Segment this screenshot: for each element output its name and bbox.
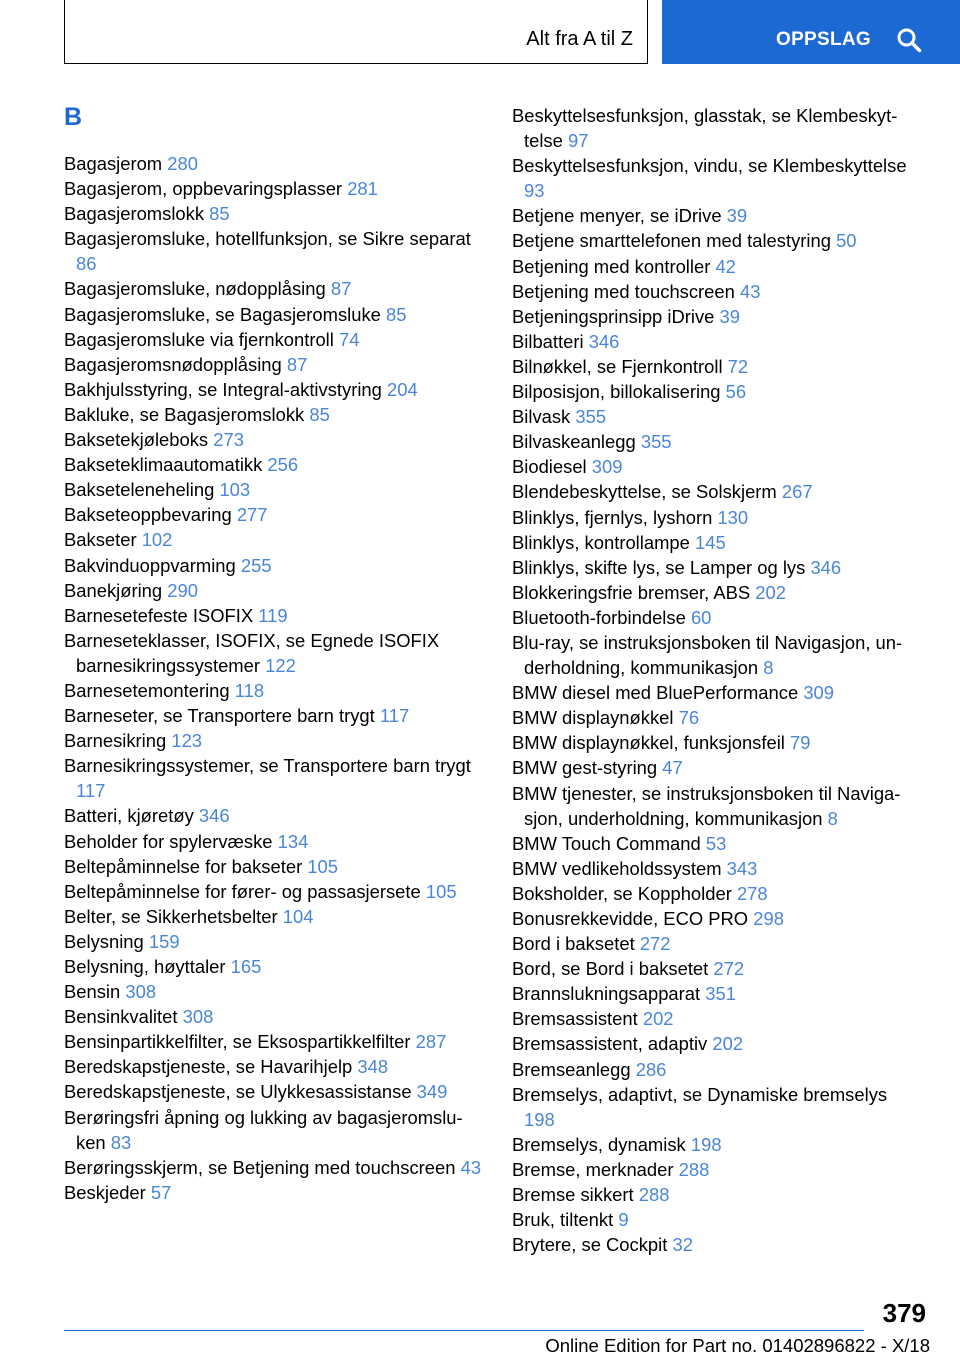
index-entry-term: Blu-ray, se instruksjonsboken til Navigasjon, underholdning, kommunikasjon — [512, 631, 903, 679]
index-entry-term: Boksholder, se Koppholder — [512, 882, 732, 904]
index-entry-term: Bensin — [64, 981, 121, 1003]
index-entry — [64, 703, 484, 728]
index-entry-term: Barnesikringssystemer, se Transportere barn trygt — [64, 755, 471, 777]
index-entry-term: Brannslukningsapparat — [512, 983, 701, 1005]
index-entry-term: BMW displaynøkkel — [512, 707, 674, 729]
index-entry-term: Batteri, kjøretøy — [64, 805, 194, 827]
index-entry — [512, 153, 922, 203]
index-entry-page-link[interactable]: 8 — [763, 657, 774, 679]
index-entry-page-link[interactable]: 8 — [827, 807, 838, 829]
index-entry — [64, 527, 484, 552]
index-entry — [64, 427, 484, 452]
index-entry — [512, 530, 922, 555]
lookup-tab[interactable] — [662, 0, 960, 64]
index-entry-term: Bagasjerom, oppbevaringsplasser — [64, 178, 343, 200]
index-entry-term: Barneseteklasser, ISOFIX, se Egnede ISOFIX barnesikringssystemer — [64, 629, 440, 676]
index-entry — [512, 680, 922, 705]
index-entry-page-link[interactable]: 288 — [638, 1184, 670, 1206]
index-entry-page-link[interactable]: 103 — [219, 479, 251, 501]
index-entry-page-link[interactable]: 117 — [76, 780, 106, 802]
index-entry-page-link[interactable]: 308 — [125, 981, 157, 1003]
index-list-left — [64, 151, 484, 1205]
index-entry — [512, 254, 922, 279]
index-entry-term: Belter, se Sikkerhetsbelter — [64, 905, 278, 927]
index-entry-term: Bilposisjon, billokalisering — [512, 381, 721, 403]
index-entry-term: Bremse, merknader — [512, 1158, 674, 1180]
index-entry-page-link[interactable]: 74 — [338, 328, 360, 350]
edition-text: Online Edition for Part no. 01402896822 - X/18 — [545, 1335, 930, 1356]
index-entry — [512, 505, 922, 530]
index-entry-page-link[interactable]: 355 — [575, 406, 607, 428]
index-entry-page-link[interactable]: 79 — [790, 732, 811, 754]
index-entry-page-link[interactable]: 102 — [141, 529, 173, 551]
index-entry-term: BMW displaynøkkel, funksjonsfeil — [512, 732, 785, 754]
index-entry-term: BMW vedlikeholdssystem — [512, 857, 722, 879]
index-entry-page-link[interactable]: 267 — [781, 481, 813, 503]
index-entry — [512, 429, 922, 454]
index-entry-page-link[interactable]: 47 — [662, 757, 683, 779]
index-entry-page-link[interactable]: 57 — [150, 1181, 172, 1203]
index-entry-page-link[interactable]: 286 — [635, 1058, 667, 1080]
index-entry-page-link[interactable]: 281 — [347, 178, 378, 200]
index-entry — [64, 578, 484, 603]
index-entry — [64, 929, 484, 954]
index-entry — [64, 327, 484, 352]
index-entry — [64, 377, 484, 402]
index-entry — [512, 1057, 922, 1082]
search-icon[interactable] — [896, 27, 922, 53]
index-entry — [64, 879, 484, 904]
index-entry-term: Bakseter — [64, 529, 137, 551]
index-entry-term: Bagasjeromslokk — [64, 203, 205, 225]
index-entry — [512, 1157, 922, 1182]
index-entry — [512, 279, 922, 304]
index-entry-term: Beskjeder — [64, 1181, 146, 1203]
index-entry-page-link[interactable]: 308 — [182, 1006, 214, 1028]
index-entry-page-link[interactable]: 349 — [416, 1081, 448, 1103]
index-entry-term: Beltepåminnelse for bakseter — [64, 855, 303, 877]
index-entry-page-link[interactable]: 272 — [639, 933, 671, 955]
index-entry-term: Belysning — [64, 930, 144, 952]
index-entry-term: Brytere, se Cockpit — [512, 1234, 668, 1256]
index-entry — [512, 354, 922, 379]
index-entry-page-link[interactable]: 255 — [240, 554, 272, 576]
index-entry-term: Bagasjeromsluke, nødopplåsing — [64, 278, 326, 300]
index-entry-term: Beredskapstjeneste, se Havarihjelp — [64, 1056, 353, 1078]
index-entry — [512, 755, 922, 780]
index-entry-page-link[interactable]: 309 — [803, 682, 834, 704]
index-entry-page-link[interactable]: 202 — [755, 581, 786, 603]
index-entry — [64, 1155, 484, 1180]
index-entry-term: Barnesikring — [64, 730, 167, 752]
index-entry-term: Betjening med kontroller — [512, 255, 711, 277]
index-entry — [512, 831, 922, 856]
index-entry — [512, 630, 922, 680]
index-entry-page-link[interactable]: 287 — [415, 1031, 447, 1053]
index-entry — [64, 603, 484, 628]
index-entry-term: Bakluke, se Bagasjeromslokk — [64, 403, 305, 425]
index-entry — [512, 856, 922, 881]
index-entry — [512, 781, 922, 831]
index-entry-term: Bagasjeromsluke via fjernkontroll — [64, 328, 334, 350]
index-entry-page-link[interactable]: 76 — [678, 707, 700, 729]
index-entry-term: Bakseteoppbevaring — [64, 504, 232, 526]
index-entry — [64, 477, 484, 502]
index-entry-term: Beltepåminnelse for fører- og passasjersete — [64, 880, 421, 902]
index-entry-term: Bensinpartikkelfilter, se Eksospartikkelfilter — [64, 1031, 411, 1053]
index-entry — [64, 979, 484, 1004]
index-entry-page-link[interactable]: 346 — [198, 805, 230, 827]
index-entry — [64, 854, 484, 879]
index-entry-term: Barnesetemontering — [64, 679, 230, 701]
index-entry — [512, 479, 922, 504]
index-entry-term: Bremseanlegg — [512, 1058, 631, 1080]
index-entry-term: Bord i baksetet — [512, 933, 635, 955]
index-entry-page-link[interactable]: 118 — [234, 679, 265, 701]
index-entry-page-link[interactable]: 280 — [167, 153, 198, 174]
index-entry — [512, 730, 922, 755]
index-entry-page-link[interactable]: 278 — [736, 882, 768, 904]
index-entry-term: Bakseteleneheling — [64, 479, 215, 501]
index-entry-term: Bruk, tiltenkt — [512, 1209, 614, 1231]
index-entry — [64, 553, 484, 578]
index-entry-page-link[interactable]: 145 — [694, 531, 726, 553]
index-entry — [64, 678, 484, 703]
index-entry-page-link[interactable]: 309 — [591, 456, 623, 478]
index-entry-page-link[interactable]: 198 — [524, 1108, 555, 1130]
index-entry-term: Belysning, høyttaler — [64, 956, 226, 977]
index-entry-term: Bagasjeromsluke, se Bagasjeromsluke — [64, 303, 381, 325]
index-entry-page-link[interactable]: 105 — [307, 855, 339, 877]
index-entry — [512, 580, 922, 605]
index-entry-page-link[interactable]: 85 — [309, 403, 330, 425]
section-title: Alt fra A til Z — [526, 28, 633, 50]
index-entry-term: Bakhjulsstyring, se Integral-aktivstyring — [64, 378, 382, 400]
index-entry-page-link[interactable]: 72 — [727, 355, 749, 377]
index-entry — [512, 605, 922, 630]
index-entry — [512, 454, 922, 479]
index-entry-term: Bonusrekkevidde, ECO PRO — [512, 908, 749, 929]
index-entry-page-link[interactable]: 298 — [753, 908, 784, 929]
index-entry — [64, 628, 484, 678]
index-entry — [64, 1105, 484, 1155]
index-entry-page-link[interactable]: 85 — [386, 303, 407, 325]
index-entry — [64, 803, 484, 828]
index-entry-term: Biodiesel — [512, 456, 587, 478]
index-entry-page-link[interactable]: 39 — [719, 305, 740, 327]
index-entry — [64, 302, 484, 327]
index-entry — [64, 452, 484, 477]
index-entry-term: Bakseteklimaautomatikk — [64, 454, 263, 476]
index-entry-term: Bluetooth-forbindelse — [512, 606, 686, 628]
index-entry-term: Bord, se Bord i baksetet — [512, 958, 709, 980]
index-entry-term: Bilvask — [512, 406, 571, 428]
index-entry-page-link[interactable]: 39 — [726, 205, 748, 227]
index-entry-page-link[interactable]: 165 — [230, 956, 262, 977]
index-entry-term: Blinklys, kontrollampe — [512, 531, 690, 553]
index-entry-term: Beskyttelsesfunksjon, glasstak, se Klembeskyttelse — [512, 105, 898, 152]
index-entry-page-link[interactable]: 42 — [715, 255, 736, 277]
index-entry — [512, 203, 922, 228]
index-entry-term: Bagasjeromsluke, hotellfunksjon, se Sikre separat — [64, 228, 471, 250]
index-entry-page-link[interactable]: 346 — [810, 556, 842, 578]
index-entry-term: Barneseter, se Transportere barn trygt — [64, 705, 375, 727]
index-entry — [512, 956, 922, 981]
header-section-box — [64, 0, 648, 64]
index-entry — [512, 1132, 922, 1157]
index-entry-term: Blokkeringsfrie bremser, ABS — [512, 581, 751, 603]
index-entry-page-link[interactable]: 86 — [76, 253, 97, 275]
index-entry-term: Betjene smarttelefonen med talestyring — [512, 230, 831, 252]
index-entry-term: Baksetekjøleboks — [64, 429, 209, 451]
index-entry — [64, 352, 484, 377]
index-entry-term: Barnesetefeste ISOFIX — [64, 604, 254, 626]
index-entry — [64, 1180, 484, 1205]
index-entry — [512, 906, 922, 931]
index-entry — [64, 176, 484, 201]
index-entry — [64, 402, 484, 427]
index-entry — [512, 329, 922, 354]
index-entry — [64, 904, 484, 929]
index-entry-page-link[interactable]: 105 — [425, 880, 457, 902]
index-entry-page-link[interactable]: 130 — [717, 506, 749, 528]
index-entry — [64, 1029, 484, 1054]
index-entry-term: BMW Touch Command — [512, 832, 701, 854]
index-entry-page-link[interactable]: 97 — [567, 130, 589, 152]
index-entry-term: Betjene menyer, se iDrive — [512, 205, 722, 227]
index-entry-term: Berøringsskjerm, se Betjening med touchscreen — [64, 1156, 456, 1178]
index-entry-term: Banekjøring — [64, 579, 163, 601]
index-entry-page-link[interactable]: 351 — [705, 983, 736, 1005]
index-entry-page-link[interactable]: 53 — [705, 832, 727, 854]
index-entry-page-link[interactable]: 56 — [725, 381, 747, 403]
index-entry-term: Betjening med touchscreen — [512, 280, 735, 302]
index-entry — [512, 1182, 922, 1207]
index-entry-page-link[interactable]: 93 — [524, 180, 545, 202]
index-entry-page-link[interactable]: 277 — [236, 504, 268, 526]
index-column-left — [64, 101, 484, 1205]
index-entry — [512, 881, 922, 906]
index-entry-page-link[interactable]: 50 — [836, 230, 857, 252]
index-entry — [64, 753, 484, 803]
index-entry-page-link[interactable]: 290 — [167, 579, 198, 601]
index-entry-page-link[interactable]: 123 — [171, 730, 203, 752]
index-entry-term: Bagasjerom — [64, 153, 163, 174]
index-entry — [512, 1031, 922, 1056]
index-entry-page-link[interactable]: 117 — [379, 705, 410, 727]
index-entry-term: Blendebeskyttelse, se Solskjerm — [512, 481, 777, 503]
index-entry — [512, 379, 922, 404]
index-entry-page-link[interactable]: 87 — [330, 278, 352, 300]
index-entry-page-link[interactable]: 122 — [265, 654, 296, 676]
index-entry-page-link[interactable]: 202 — [712, 1033, 744, 1055]
index-entry-term: Bilvaskeanlegg — [512, 431, 636, 453]
index-entry-page-link[interactable]: 119 — [258, 604, 288, 626]
index-entry-term: Beholder for spylervæske — [64, 830, 273, 852]
index-entry-page-link[interactable]: 134 — [277, 830, 309, 852]
index-entry — [512, 1232, 922, 1257]
index-entry-page-link[interactable]: 60 — [690, 606, 712, 628]
index-entry-term: BMW gest-styring — [512, 757, 658, 779]
index-entry-page-link[interactable]: 355 — [640, 431, 672, 453]
index-entry-page-link[interactable]: 159 — [148, 930, 180, 952]
index-entry — [64, 954, 484, 979]
index-entry-term: Betjeningsprinsipp iDrive — [512, 305, 715, 327]
index-entry — [64, 1054, 484, 1079]
index-entry-page-link[interactable]: 32 — [672, 1234, 693, 1256]
index-entry-term: Bakvinduoppvarming — [64, 554, 236, 576]
index-entry — [512, 555, 922, 580]
index-entry — [512, 1006, 922, 1031]
index-entry-term: Berøringsfri åpning og lukking av bagasjeromsluken — [64, 1106, 463, 1153]
index-entry — [512, 931, 922, 956]
index-entry-term: Bensinkvalitet — [64, 1006, 178, 1028]
index-entry — [64, 502, 484, 527]
index-entry — [512, 1207, 922, 1232]
index-entry — [512, 103, 922, 153]
index-entry — [64, 829, 484, 854]
index-entry-term: Beskyttelsesfunksjon, vindu, se Klembeskyttelse — [512, 155, 907, 177]
section-letter: B — [64, 103, 83, 131]
index-entry — [512, 228, 922, 253]
index-entry-page-link[interactable]: 343 — [726, 857, 758, 879]
index-entry-term: Blinklys, fjernlys, lyshorn — [512, 506, 713, 528]
index-entry — [64, 1004, 484, 1029]
index-entry-term: Bremselys, dynamisk — [512, 1133, 686, 1155]
index-entry-page-link[interactable]: 256 — [267, 454, 299, 476]
index-entry-page-link[interactable]: 9 — [618, 1209, 629, 1231]
index-entry-page-link[interactable]: 348 — [357, 1056, 389, 1078]
index-entry — [512, 404, 922, 429]
index-entry — [64, 1079, 484, 1104]
index-entry-page-link[interactable]: 83 — [110, 1131, 132, 1153]
index-entry-page-link[interactable]: 273 — [213, 429, 244, 451]
index-entry — [512, 1082, 922, 1132]
index-entry-page-link[interactable]: 104 — [282, 905, 314, 927]
index-entry-page-link[interactable]: 198 — [690, 1133, 722, 1155]
index-entry — [512, 304, 922, 329]
index-entry — [512, 981, 922, 1006]
index-entry-page-link[interactable]: 204 — [387, 378, 418, 400]
index-entry-term: BMW tjenester, se instruksjonsboken til Navigasjon, underholdning, kommunikasjon — [512, 782, 901, 829]
index-entry-term: Bremse sikkert — [512, 1184, 634, 1206]
index-entry — [64, 151, 484, 176]
index-entry-term: BMW diesel med BluePerformance — [512, 682, 799, 704]
index-list-right — [512, 103, 922, 1257]
index-entry-term: Beredskapstjeneste, se Ulykkesassistanse — [64, 1081, 412, 1103]
footer-edition — [545, 1335, 930, 1357]
page-number: 379 — [882, 1298, 926, 1328]
lookup-tab-label: OPPSLAG — [776, 29, 872, 50]
index-entry-page-link[interactable]: 87 — [286, 353, 308, 375]
index-entry — [64, 201, 484, 226]
footer-divider — [64, 1330, 864, 1331]
index-entry-term: Bagasjeromsnødopplåsing — [64, 353, 282, 375]
index-entry-page-link[interactable]: 43 — [460, 1156, 482, 1178]
index-entry-term: Bilnøkkel, se Fjernkontroll — [512, 355, 723, 377]
index-entry-page-link[interactable]: 43 — [740, 280, 761, 302]
index-entry-term: Blinklys, skifte lys, se Lamper og lys — [512, 556, 806, 578]
index-column-right — [512, 103, 922, 1257]
index-entry-term: Bremsassistent, adaptiv — [512, 1033, 708, 1055]
index-entry-page-link[interactable]: 288 — [678, 1158, 710, 1180]
index-entry-page-link[interactable]: 272 — [713, 958, 745, 980]
index-entry — [512, 705, 922, 730]
index-entry-term: Bremselys, adaptivt, se Dynamiske bremselys — [512, 1083, 888, 1105]
index-entry-page-link[interactable]: 346 — [588, 330, 620, 352]
index-entry-page-link[interactable]: 85 — [209, 203, 230, 225]
index-entry-term: Bilbatteri — [512, 330, 584, 352]
index-entry-page-link[interactable]: 202 — [642, 1008, 674, 1030]
index-entry — [64, 276, 484, 301]
index-entry-term: Bremsassistent — [512, 1008, 638, 1030]
index-entry — [64, 226, 484, 276]
index-entry — [64, 728, 484, 753]
